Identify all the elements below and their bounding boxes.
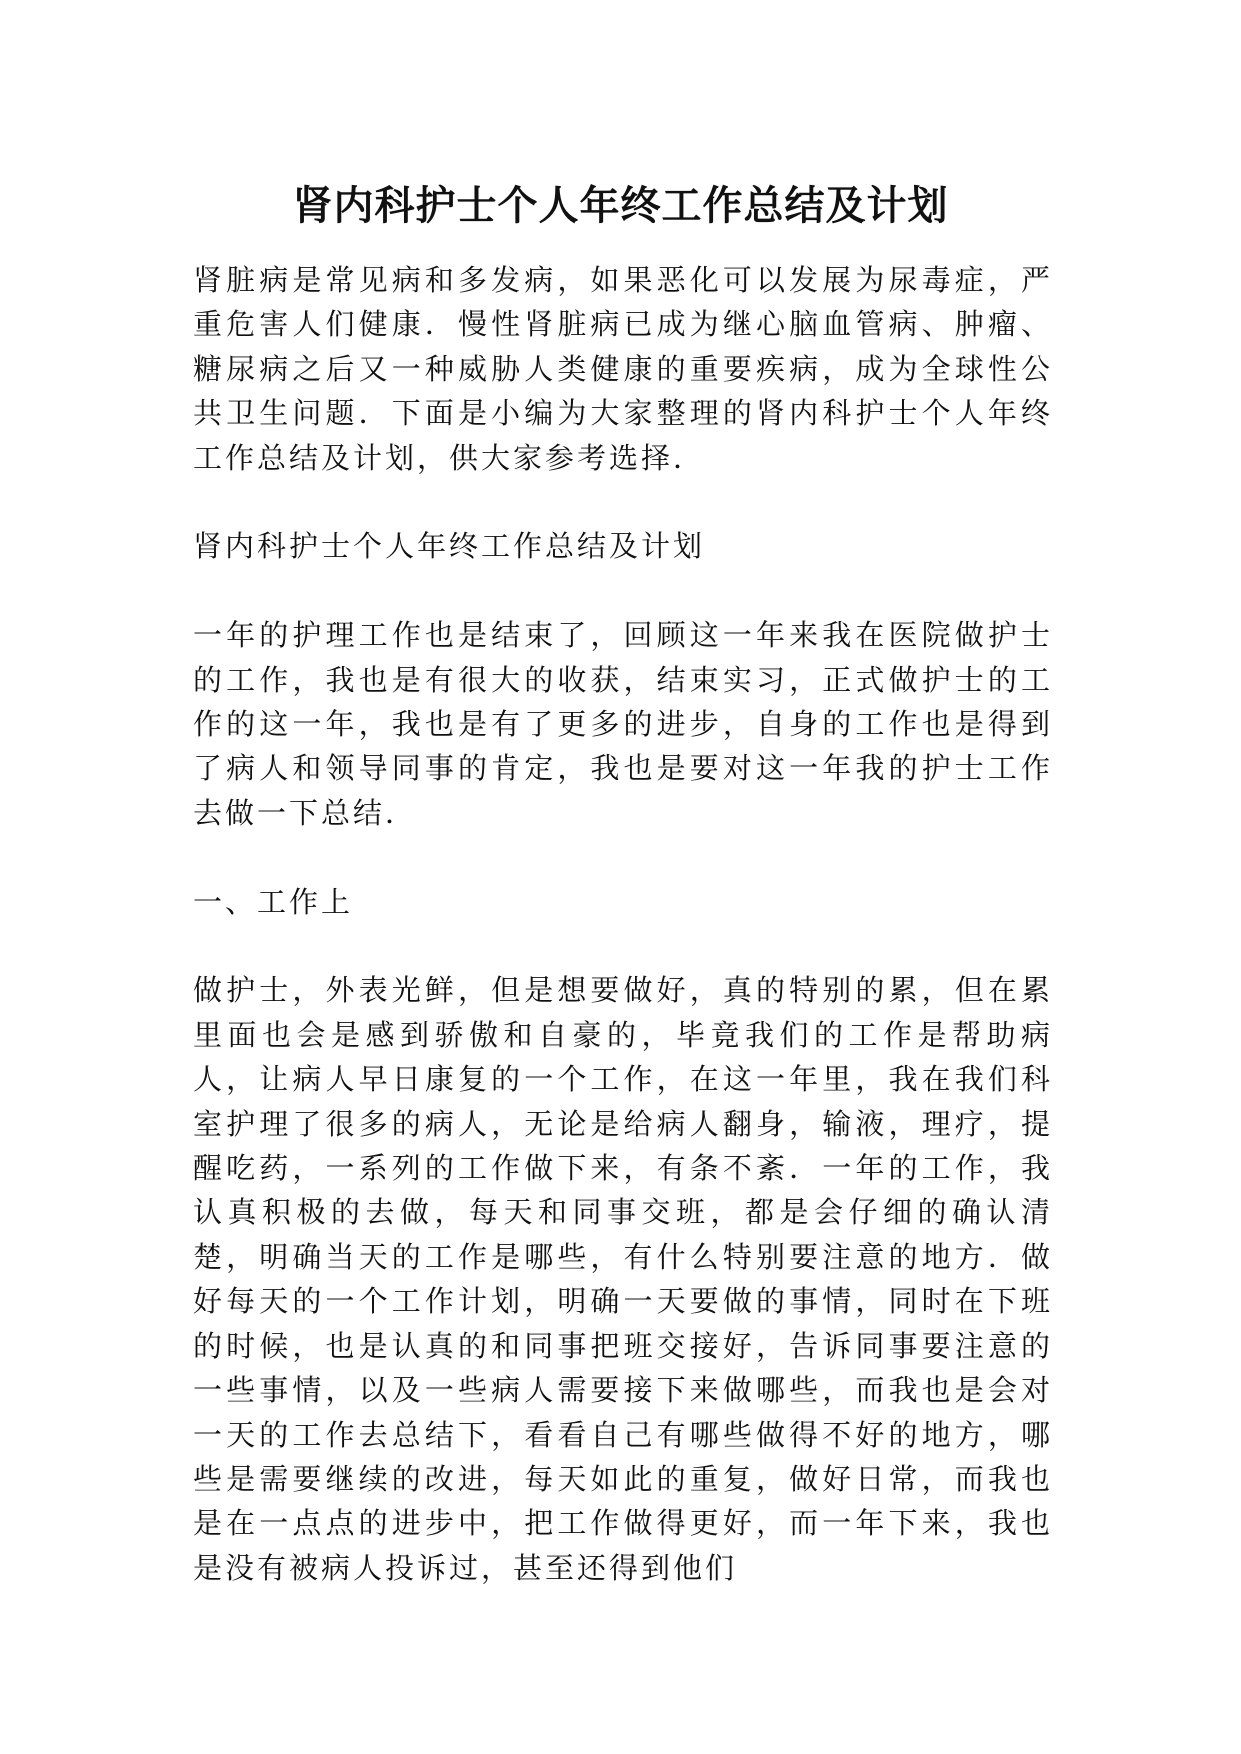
- work-paragraph: 做护士，外表光鲜，但是想要做好，真的特别的累，但在累里面也会是感到骄傲和自豪的，毕竟我们的工作是帮助病人，让病人早日康复的一个工作，在这一年里，我在我们科室护理了很多的病人，无论是给病人翻身，输液，理疗，提醒吃药，一系列的工作做下来，有条不紊．一年的工作，我认真积极的去做，每天和同事交班，都是会仔细的确认清楚，明确当天的工作是哪些，有什么特别要注意的地方．做好每天的一个工作计划，明确一天要做的事情，同时在下班的时候，也是认真的和同事把班交接好，告诉同事要注意的一些事情，以及一些病人需要接下来做哪些，而我也是会对一天的工作去总结下，看看自己有哪些做得不好的地方，哪些是需要继续的改进，每天如此的重复，做好日常，而我也是在一点点的进步中，把工作做得更好，而一年下来，我也是没有被病人投诉过，甚至还得到他们: [193, 973, 1053, 1585]
- document-body: [193, 258, 1053, 1590]
- intro-paragraph: 肾脏病是常见病和多发病，如果恶化可以发展为尿毒症，严重危害人们健康．慢性肾脏病已成为继心脑血管病、肿瘤、糖尿病之后又一种威胁人类健康的重要疾病，成为全球性公共卫生问题．下面是小编为大家整理的肾内科护士个人年终工作总结及计划，供大家参考选择．: [193, 263, 1053, 475]
- summary-paragraph: 一年的护理工作也是结束了，回顾这一年来我在医院做护士的工作，我也是有很大的收获，结束实习，正式做护士的工作的这一年，我也是有了更多的进步，自身的工作也是得到了病人和领导同事的肯定，我也是要对这一年我的护士工作去做一下总结．: [193, 618, 1053, 830]
- work-section-heading: 一、工作上: [193, 884, 354, 919]
- section-heading: 肾内科护士个人年终工作总结及计划: [193, 529, 706, 564]
- document-title: 肾内科护士个人年终工作总结及计划: [292, 183, 949, 229]
